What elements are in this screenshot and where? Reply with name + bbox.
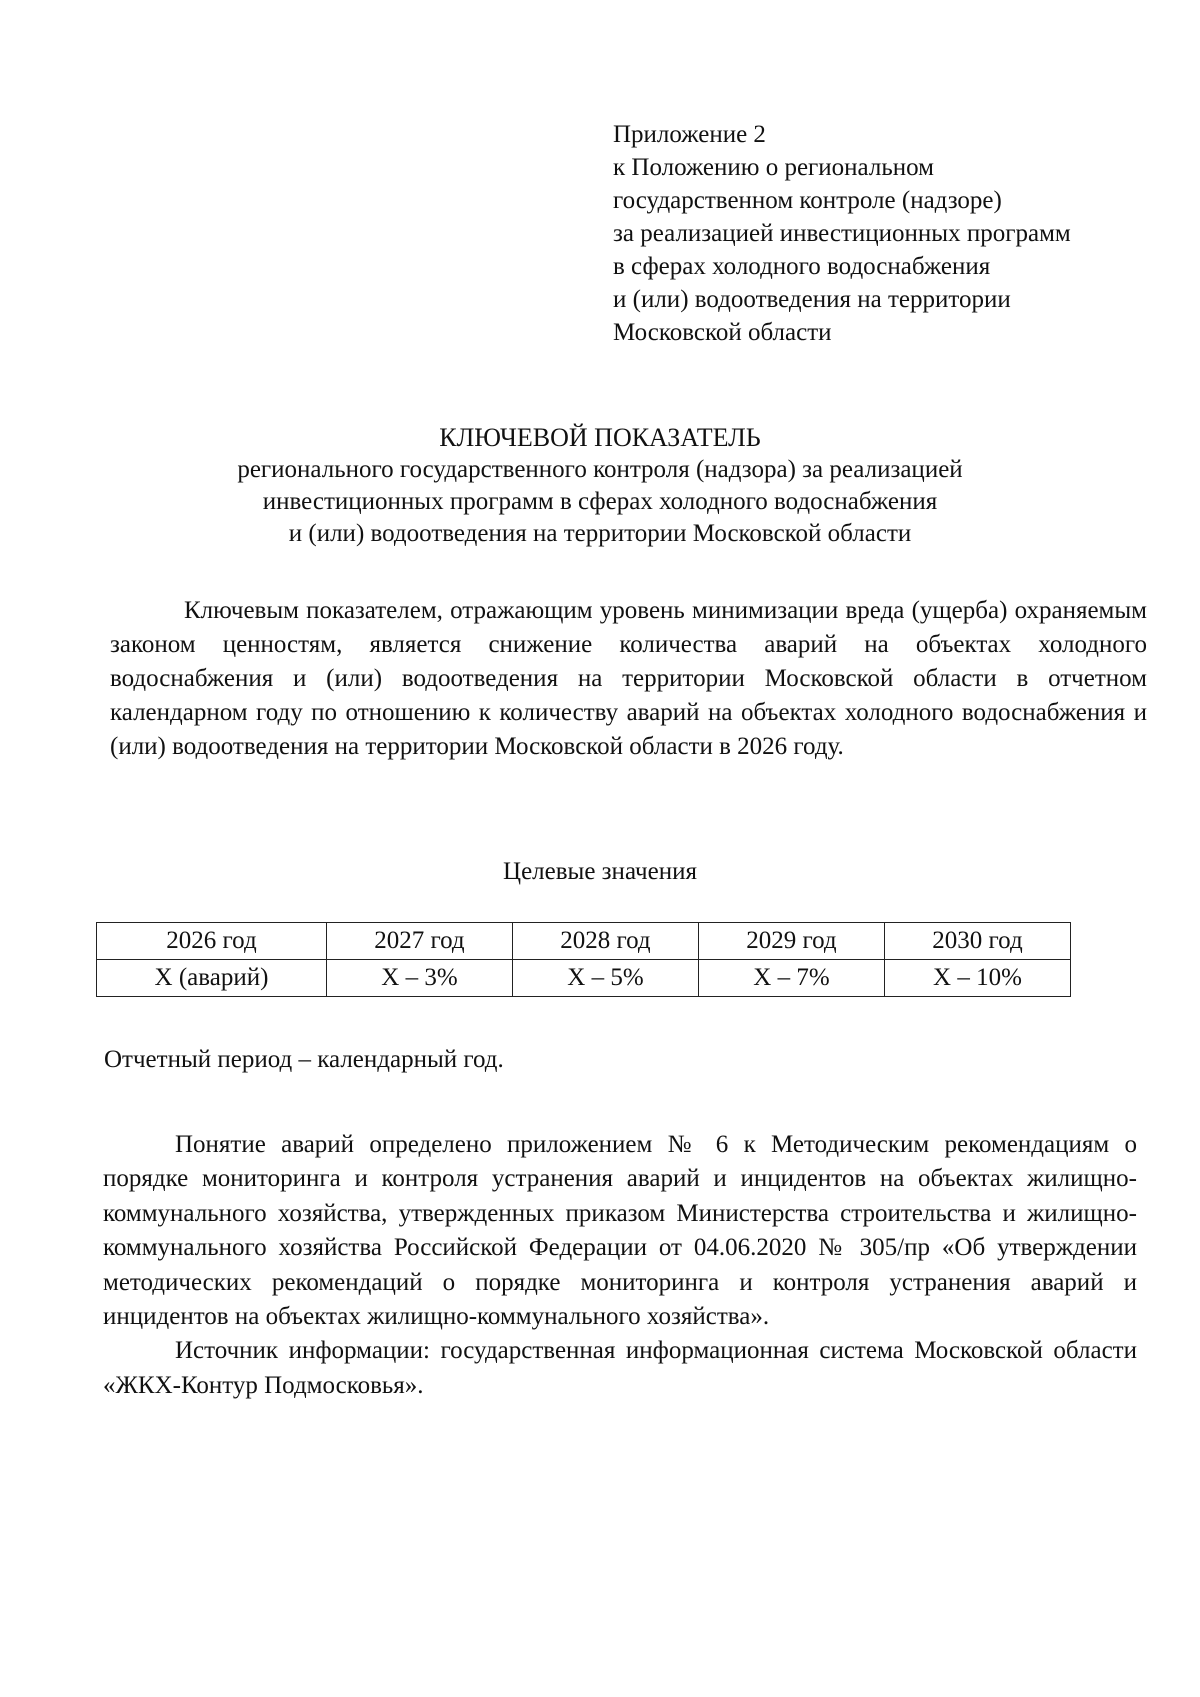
- table-row-values: [97, 960, 1071, 997]
- table-cell-year: 2028 год: [512, 923, 698, 960]
- title-subline: инвестиционных программ в сферах холодного водоснабжения: [262, 488, 938, 515]
- document-title: [100, 422, 1100, 550]
- table-cell-value: Х (аварий): [97, 960, 327, 997]
- title-subline: и (или) водоотведения на территории Московской области: [288, 520, 912, 547]
- reporting-period: Отчетный период – календарный год.: [104, 1046, 504, 1073]
- appendix-line: к Положению о региональном: [613, 154, 934, 181]
- table-cell-year: 2029 год: [698, 923, 884, 960]
- appendix-line: Московской области: [613, 319, 832, 346]
- table-row-years: [97, 923, 1071, 960]
- information-source-text: Источник информации: государственная информационная система Московской области «ЖКХ-Контур Подмосковья».: [103, 1337, 1137, 1399]
- accident-definition-text: Понятие аварий определено приложением № 6 к Методическим рекомендациям о порядке мониторинга и контроля устранения аварий и инцидентов на объектах жилищно-коммунального хозяйства, утвержденных приказом Министерства строительства и жилищно-коммунального хозяйства Российской Федерации от 04.06.2020 № 305/пр «Об утверждении методических рекомендаций о порядке мониторинга и контроля устранения аварий и инцидентов на объектах жилищно-коммунального хозяйства».: [103, 1131, 1137, 1331]
- title-subline: регионального государственного контроля (надзора) за реализацией: [237, 456, 963, 483]
- target-values-table: [96, 922, 1071, 997]
- paragraph-text: Ключевым показателем, отражающим уровень минимизации вреда (ущерба) охраняемым законом ценностям, является снижение количества аварий на объектах холодного водоснабжения и (или) водоотведения на территории Московской области в отчетном календарном году по отношению к количеству аварий на объектах холодного водоснабжения и (или) водоотведения на территории Московской области в 2026 году.: [110, 597, 1147, 760]
- appendix-line: государственном контроле (надзоре): [613, 187, 1002, 214]
- definition-paragraphs: [103, 1128, 1137, 1403]
- table-cell-value: Х – 7%: [698, 960, 884, 997]
- table-cell-year: 2030 год: [884, 923, 1070, 960]
- appendix-reference: [613, 118, 1173, 349]
- table-cell-year: 2026 год: [97, 923, 327, 960]
- key-indicator-paragraph: [110, 594, 1147, 764]
- table-cell-year: 2027 год: [326, 923, 512, 960]
- title-heading: КЛЮЧЕВОЙ ПОКАЗАТЕЛЬ: [439, 423, 761, 452]
- target-values-label: Целевые значения: [503, 858, 697, 885]
- appendix-line: за реализацией инвестиционных программ: [613, 220, 1071, 247]
- table-cell-value: Х – 10%: [884, 960, 1070, 997]
- table-cell-value: Х – 3%: [326, 960, 512, 997]
- appendix-line: в сферах холодного водоснабжения: [613, 253, 991, 280]
- appendix-line: Приложение 2: [613, 121, 766, 148]
- appendix-line: и (или) водоотведения на территории: [613, 286, 1011, 313]
- table-cell-value: Х – 5%: [512, 960, 698, 997]
